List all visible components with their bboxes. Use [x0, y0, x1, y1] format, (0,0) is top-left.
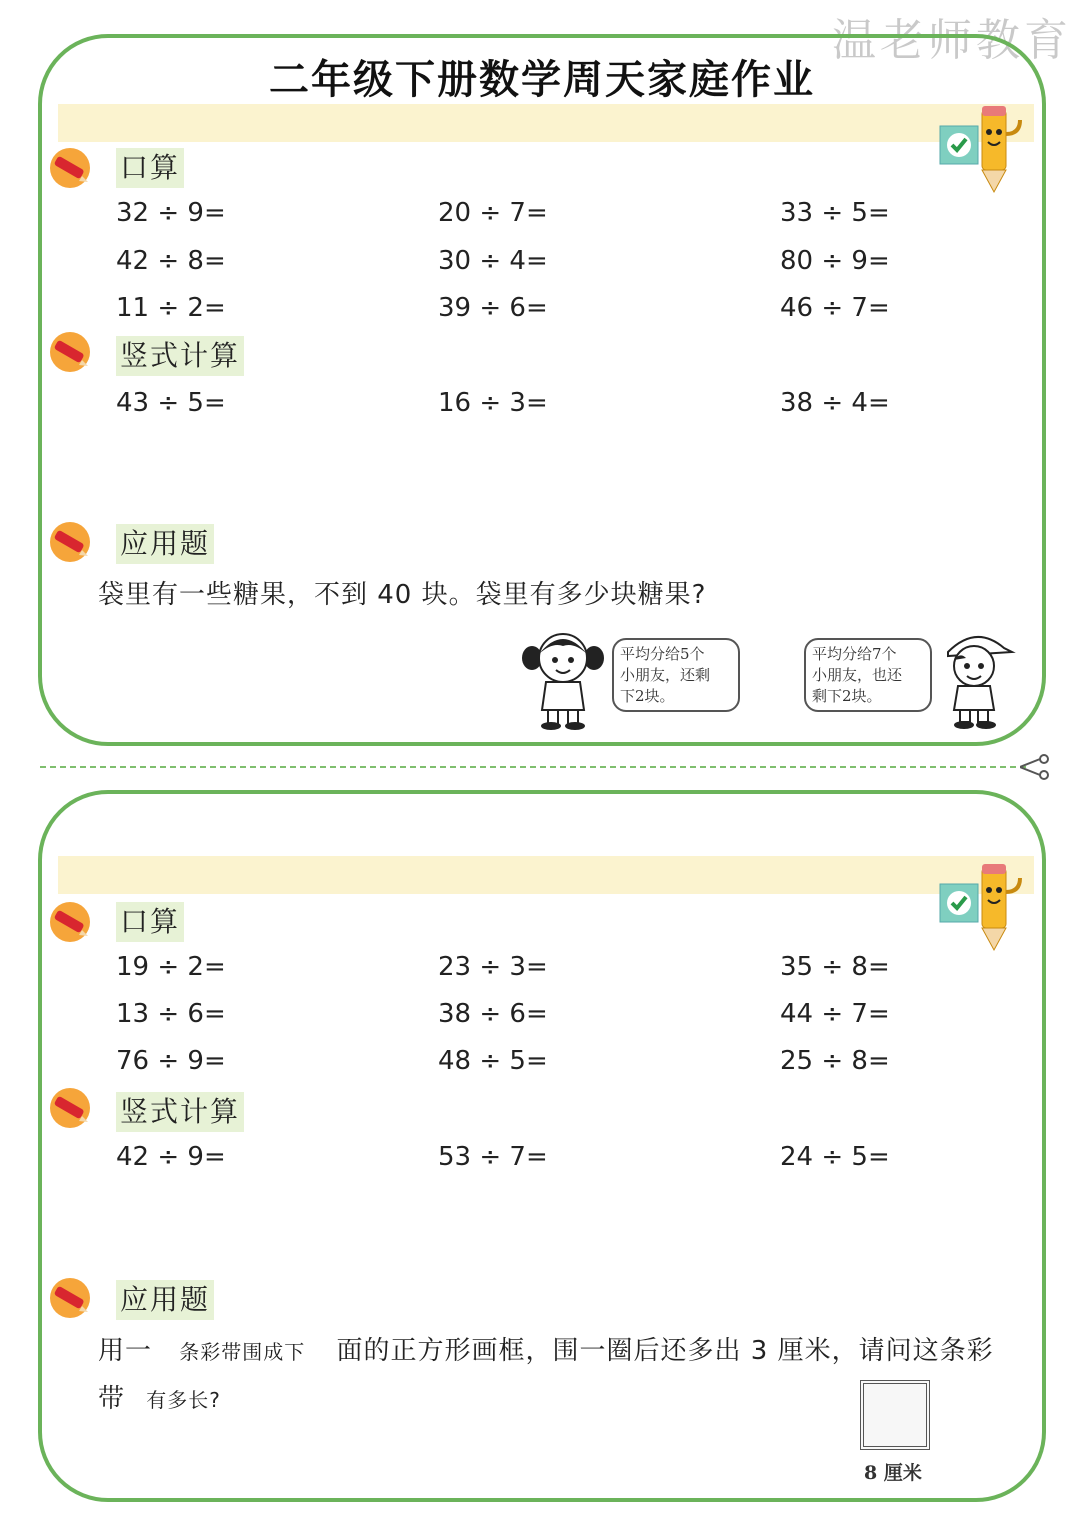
pencil-badge-icon: [48, 900, 92, 944]
word-problem-line-1: [98, 1330, 994, 1367]
word-problem-text: 袋里有一些糖果，不到 40 块。袋里有多少块糖果?: [98, 580, 707, 610]
word-text: 面的正方形画框，围一圈后还多出 3 厘米，请问这条彩: [336, 1336, 994, 1366]
speech-bubble-boy: [804, 638, 932, 712]
worksheet-card-2: [38, 790, 1046, 1502]
section-label-vertical: 竖式计算: [116, 1092, 244, 1132]
bubble-line: 小朋友，还剩: [620, 666, 711, 684]
section-label-oral: 口算: [116, 902, 184, 942]
word-problem-line-2: [98, 1378, 221, 1415]
girl-cartoon-icon: [518, 624, 608, 730]
speech-bubble-girl: [612, 638, 740, 712]
oral-problem: 80 ÷ 9=: [780, 246, 890, 276]
bubble-line: 剩下2块。: [812, 687, 882, 705]
oral-problem: 32 ÷ 9=: [116, 198, 226, 228]
oral-problem: 46 ÷ 7=: [780, 293, 890, 323]
word-text: 有多长?: [146, 1388, 221, 1412]
frame-dimension-label: 8 厘米: [864, 1462, 922, 1484]
vertical-problem: 38 ÷ 4=: [780, 388, 890, 418]
oral-problem: 35 ÷ 8=: [780, 952, 890, 982]
vertical-problem: 43 ÷ 5=: [116, 388, 226, 418]
oral-problem: 23 ÷ 3=: [438, 952, 548, 982]
word-text: 用一: [98, 1336, 153, 1366]
section-label-oral: 口算: [116, 148, 184, 188]
vertical-problem: 24 ÷ 5=: [780, 1142, 890, 1172]
oral-problem: 30 ÷ 4=: [438, 246, 548, 276]
oral-problem: 44 ÷ 7=: [780, 999, 890, 1029]
watermark: 温老师教育: [832, 15, 1072, 66]
oral-problem: 48 ÷ 5=: [438, 1046, 548, 1076]
oral-problem: 13 ÷ 6=: [116, 999, 226, 1029]
pencil-badge-icon: [48, 520, 92, 564]
section-label-vertical: 竖式计算: [116, 336, 244, 376]
vertical-problem: 16 ÷ 3=: [438, 388, 548, 418]
boy-cartoon-icon: [936, 626, 1016, 730]
bubble-line: 下2块。: [620, 687, 675, 705]
word-text: 带: [98, 1384, 126, 1414]
vertical-problem: 53 ÷ 7=: [438, 1142, 548, 1172]
pencil-badge-icon: [48, 146, 92, 190]
cut-line-divider: [40, 766, 1026, 768]
bubble-line: 平均分给7个: [812, 645, 897, 663]
section-label-word: 应用题: [116, 524, 214, 564]
word-text: 条彩带围成下: [179, 1340, 306, 1364]
oral-problem: 39 ÷ 6=: [438, 293, 548, 323]
header-band: [58, 104, 1034, 142]
worksheet-card-1: [38, 34, 1046, 746]
scissors-icon: [1020, 754, 1052, 780]
oral-problem: 38 ÷ 6=: [438, 999, 548, 1029]
oral-problem: 42 ÷ 8=: [116, 246, 226, 276]
pencil-check-icon: [936, 100, 1028, 196]
pencil-check-icon: [936, 858, 1028, 954]
bubble-line: 平均分给5个: [620, 645, 705, 663]
oral-problem: 19 ÷ 2=: [116, 952, 226, 982]
oral-problem: 76 ÷ 9=: [116, 1046, 226, 1076]
header-band: [58, 856, 1034, 894]
oral-problem: 33 ÷ 5=: [780, 198, 890, 228]
oral-problem: 20 ÷ 7=: [438, 198, 548, 228]
pencil-badge-icon: [48, 1276, 92, 1320]
section-label-word: 应用题: [116, 1280, 214, 1320]
bubble-line: 小朋友，也还: [812, 666, 903, 684]
vertical-problem: 42 ÷ 9=: [116, 1142, 226, 1172]
oral-problem: 11 ÷ 2=: [116, 293, 226, 323]
page-title: 二年级下册数学周天家庭作业: [269, 57, 815, 103]
pencil-badge-icon: [48, 330, 92, 374]
pencil-badge-icon: [48, 1086, 92, 1130]
oral-problem: 25 ÷ 8=: [780, 1046, 890, 1076]
square-frame-image: [860, 1380, 930, 1450]
